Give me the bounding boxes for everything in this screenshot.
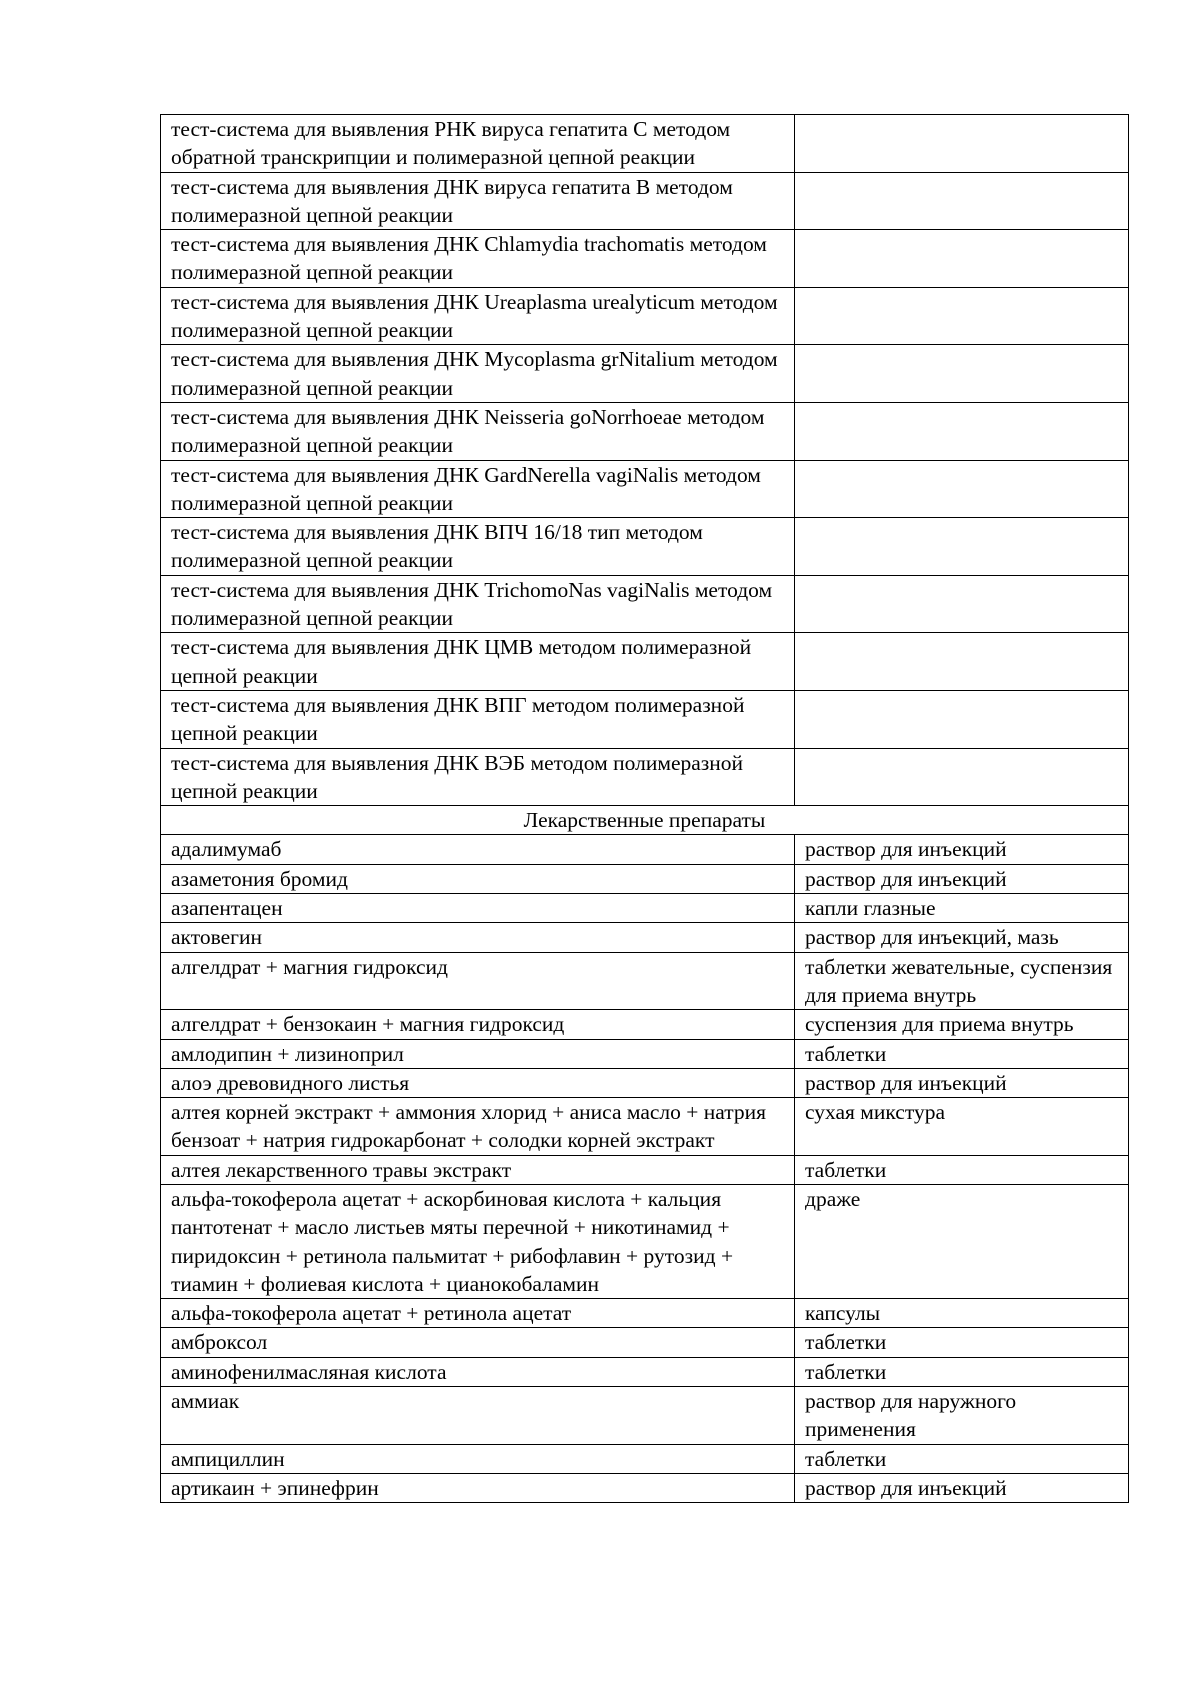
- drug-row: [161, 1155, 1129, 1184]
- drug-row: [161, 864, 1129, 893]
- dosage-form-cell: [795, 690, 1129, 748]
- test-system-row: [161, 402, 1129, 460]
- test-system-row: [161, 115, 1129, 173]
- drugs-group: [161, 835, 1129, 1503]
- item-name-cell: амлодипин + лизиноприл: [161, 1039, 795, 1068]
- dosage-form-cell: [795, 518, 1129, 576]
- drug-row: [161, 1098, 1129, 1156]
- drug-row: [161, 1473, 1129, 1502]
- dosage-form-cell: [795, 575, 1129, 633]
- dosage-form-cell: раствор для наружного применения: [795, 1387, 1129, 1445]
- dosage-form-cell: сухая микстура: [795, 1098, 1129, 1156]
- drug-row: [161, 923, 1129, 952]
- drug-list-table: [160, 114, 1129, 1503]
- item-name-cell: артикаин + эпинефрин: [161, 1473, 795, 1502]
- section-title: Лекарственные препараты: [161, 806, 1129, 835]
- dosage-form-cell: драже: [795, 1184, 1129, 1298]
- item-name-cell: тест-система для выявления ДНК Mycoplasma grNitalium методом полимеразной цепной реакции: [161, 345, 795, 403]
- item-name-cell: альфа-токоферола ацетат + аскорбиновая кислота + кальция пантотенат + масло листьев мяты перечной + никотинамид + пиридоксин + ретинола пальмитат + рибофлавин + рутозид + тиамин + фолиевая кислота + цианокобаламин: [161, 1184, 795, 1298]
- drug-row: [161, 1444, 1129, 1473]
- item-name-cell: адалимумаб: [161, 835, 795, 864]
- drug-row: [161, 894, 1129, 923]
- drug-row: [161, 1387, 1129, 1445]
- item-name-cell: алгелдрат + бензокаин + магния гидроксид: [161, 1010, 795, 1039]
- test-systems-group: [161, 115, 1129, 806]
- drug-row: [161, 835, 1129, 864]
- dosage-form-cell: раствор для инъекций: [795, 864, 1129, 893]
- item-name-cell: алтея лекарственного травы экстракт: [161, 1155, 795, 1184]
- item-name-cell: тест-система для выявления ДНК ВЭБ методом полимеразной цепной реакции: [161, 748, 795, 806]
- dosage-form-cell: суспензия для приема внутрь: [795, 1010, 1129, 1039]
- item-name-cell: актовегин: [161, 923, 795, 952]
- item-name-cell: азаметония бромид: [161, 864, 795, 893]
- dosage-form-cell: [795, 345, 1129, 403]
- test-system-row: [161, 172, 1129, 230]
- dosage-form-cell: [795, 633, 1129, 691]
- item-name-cell: аммиак: [161, 1387, 795, 1445]
- test-system-row: [161, 690, 1129, 748]
- dosage-form-cell: таблетки: [795, 1444, 1129, 1473]
- dosage-form-cell: [795, 287, 1129, 345]
- dosage-form-cell: раствор для инъекций: [795, 835, 1129, 864]
- item-name-cell: алтея корней экстракт + аммония хлорид + аниса масло + натрия бензоат + натрия гидрокарбонат + солодки корней экстракт: [161, 1098, 795, 1156]
- document-page: [160, 114, 1128, 1503]
- item-name-cell: тест-система для выявления ДНК Chlamydia trachomatis методом полимеразной цепной реакции: [161, 230, 795, 288]
- dosage-form-cell: [795, 402, 1129, 460]
- item-name-cell: алоэ древовидного листья: [161, 1068, 795, 1097]
- test-system-row: [161, 230, 1129, 288]
- drug-row: [161, 1184, 1129, 1298]
- test-system-row: [161, 633, 1129, 691]
- test-system-row: [161, 345, 1129, 403]
- item-name-cell: ампициллин: [161, 1444, 795, 1473]
- dosage-form-cell: таблетки: [795, 1328, 1129, 1357]
- item-name-cell: тест-система для выявления ДНК TrichomoNas vagiNalis методом полимеразной цепной реакции: [161, 575, 795, 633]
- dosage-form-cell: раствор для инъекций: [795, 1068, 1129, 1097]
- section-group: [161, 806, 1129, 835]
- dosage-form-cell: таблетки: [795, 1039, 1129, 1068]
- drug-row: [161, 1299, 1129, 1328]
- dosage-form-cell: [795, 460, 1129, 518]
- section-row: [161, 806, 1129, 835]
- item-name-cell: аминофенилмасляная кислота: [161, 1357, 795, 1386]
- dosage-form-cell: раствор для инъекций, мазь: [795, 923, 1129, 952]
- test-system-row: [161, 748, 1129, 806]
- item-name-cell: тест-система для выявления ДНК вируса гепатита В методом полимеразной цепной реакции: [161, 172, 795, 230]
- drug-row: [161, 1039, 1129, 1068]
- item-name-cell: азапентацен: [161, 894, 795, 923]
- dosage-form-cell: капли глазные: [795, 894, 1129, 923]
- item-name-cell: тест-система для выявления ДНК GardNerella vagiNalis методом полимеразной цепной реакции: [161, 460, 795, 518]
- dosage-form-cell: раствор для инъекций: [795, 1473, 1129, 1502]
- drug-row: [161, 952, 1129, 1010]
- item-name-cell: тест-система для выявления РНК вируса гепатита С методом обратной транскрипции и полимеразной цепной реакции: [161, 115, 795, 173]
- dosage-form-cell: [795, 230, 1129, 288]
- drug-row: [161, 1357, 1129, 1386]
- dosage-form-cell: [795, 748, 1129, 806]
- item-name-cell: амброксол: [161, 1328, 795, 1357]
- item-name-cell: альфа-токоферола ацетат + ретинола ацетат: [161, 1299, 795, 1328]
- test-system-row: [161, 460, 1129, 518]
- item-name-cell: тест-система для выявления ДНК ВПГ методом полимеразной цепной реакции: [161, 690, 795, 748]
- item-name-cell: алгелдрат + магния гидроксид: [161, 952, 795, 1010]
- test-system-row: [161, 287, 1129, 345]
- dosage-form-cell: таблетки: [795, 1357, 1129, 1386]
- test-system-row: [161, 575, 1129, 633]
- dosage-form-cell: [795, 172, 1129, 230]
- drug-row: [161, 1010, 1129, 1039]
- item-name-cell: тест-система для выявления ДНК Neisseria goNorrhoeae методом полимеразной цепной реакции: [161, 402, 795, 460]
- drug-row: [161, 1068, 1129, 1097]
- item-name-cell: тест-система для выявления ДНК Ureaplasma urealyticum методом полимеразной цепной реакции: [161, 287, 795, 345]
- item-name-cell: тест-система для выявления ДНК ЦМВ методом полимеразной цепной реакции: [161, 633, 795, 691]
- drug-row: [161, 1328, 1129, 1357]
- item-name-cell: тест-система для выявления ДНК ВПЧ 16/18 тип методом полимеразной цепной реакции: [161, 518, 795, 576]
- dosage-form-cell: таблетки жевательные, суспензия для приема внутрь: [795, 952, 1129, 1010]
- test-system-row: [161, 518, 1129, 576]
- dosage-form-cell: таблетки: [795, 1155, 1129, 1184]
- dosage-form-cell: капсулы: [795, 1299, 1129, 1328]
- dosage-form-cell: [795, 115, 1129, 173]
